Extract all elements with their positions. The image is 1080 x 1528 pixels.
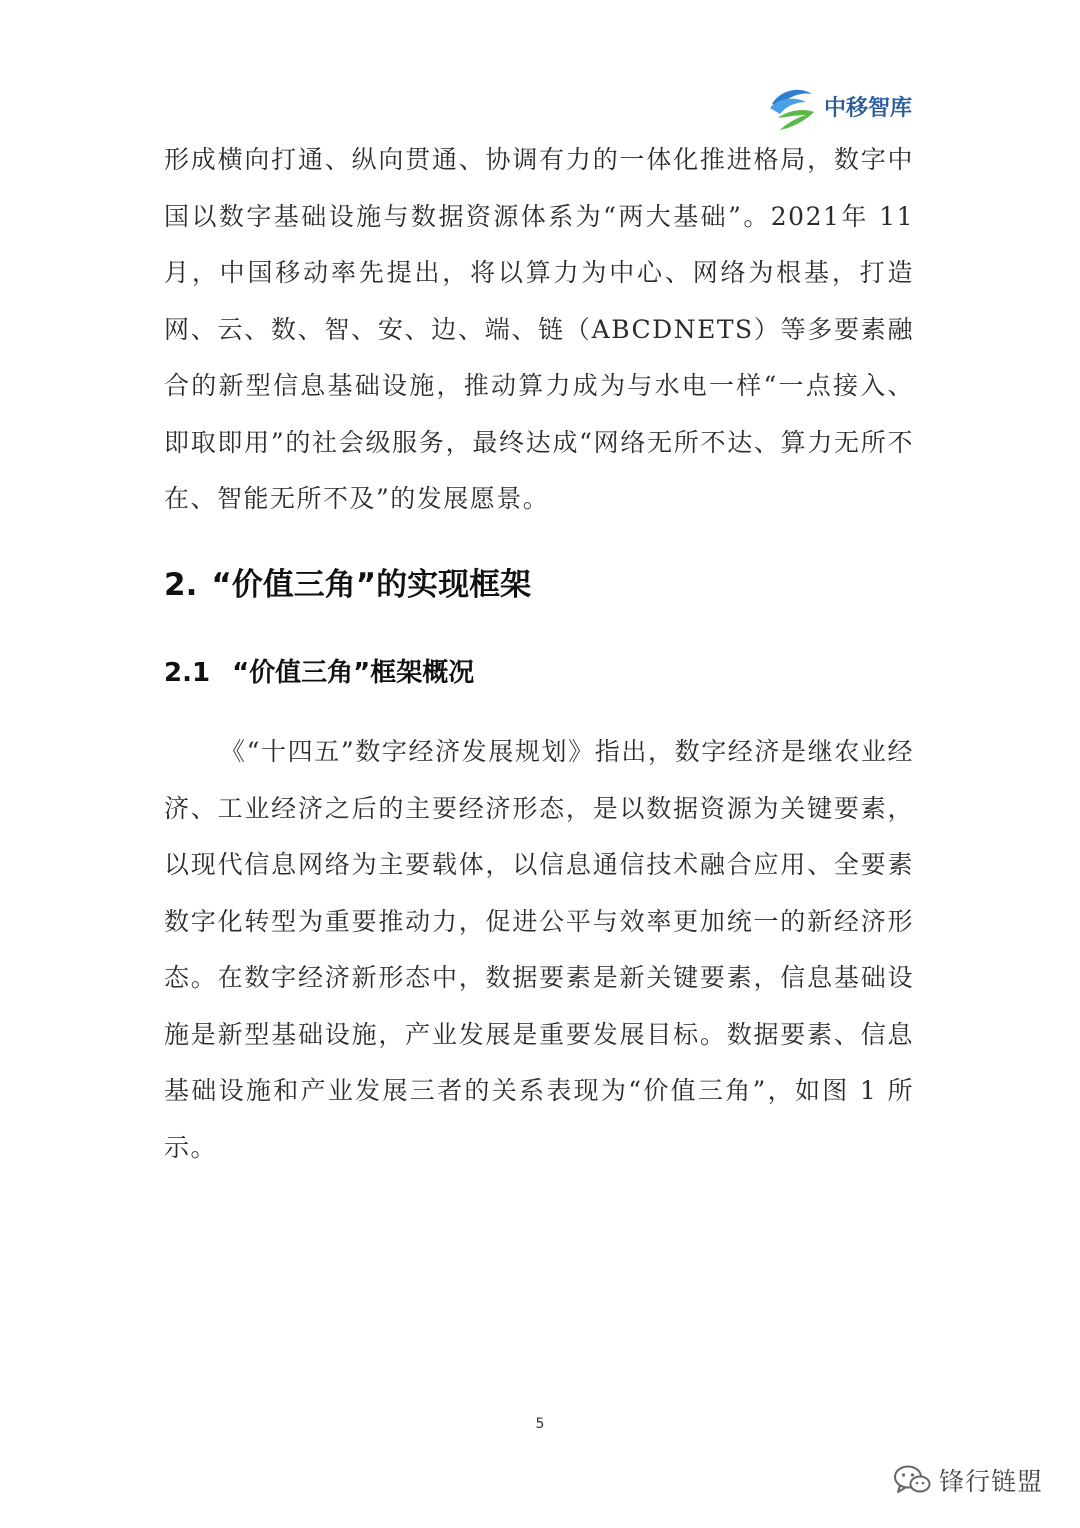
body-paragraph-2: 《“十四五”数字经济发展规划》指出，数字经济是继农业经济、工业经济之后的主要经济形态，是以数据资源为关键要素，以现代信息网络为主要载体，以信息通信技术融合应用、全要素数字化转型为重要推动力，促进公平与效率更加统一的新经济形态。在数字经济新形态中，数据要素是新关键要素，信息基础设施是新型基础设施，产业发展是重要发展目标。数据要素、信息基础设施和产业发展三者的关系表现为“价值三角”，如图 1 所示。 [164, 737, 914, 1162]
wechat-icon [893, 1464, 931, 1496]
subsection-title: “价值三角”框架概况 [232, 658, 475, 688]
header-logo [766, 84, 912, 134]
logo-text: 中移智库 [824, 96, 913, 121]
subsection-number: 2.1 [164, 658, 211, 688]
page-number: 5 [535, 1416, 545, 1432]
wechat-watermark [893, 1460, 1043, 1500]
section-title: “价值三角”的实现框架 [211, 567, 532, 603]
watermark-text: 锋行链盟 [939, 1467, 1044, 1496]
subsection-heading-2-1 [164, 650, 474, 696]
body-paragraph-1: 形成横向打通、纵向贯通、协调有力的一体化推进格局，数字中国以数字基础设施与数据资源体系为“两大基础”。2021年 11 月，中国移动率先提出，将以算力为中心、网络为根基，打造网、云、数、智、安、边、端、链（ABCDNETS）等多要素融合的新型信息基础设施，推动算力成为与水电一样“一点接入、即取即用”的社会级服务，最终达成“网络无所不达、算力无所不在、智能无所不及”的发展愿景。 [164, 145, 914, 513]
china-mobile-think-tank-logo-icon [766, 84, 818, 134]
section-heading-2 [164, 560, 531, 610]
section-number: 2. [164, 567, 198, 603]
